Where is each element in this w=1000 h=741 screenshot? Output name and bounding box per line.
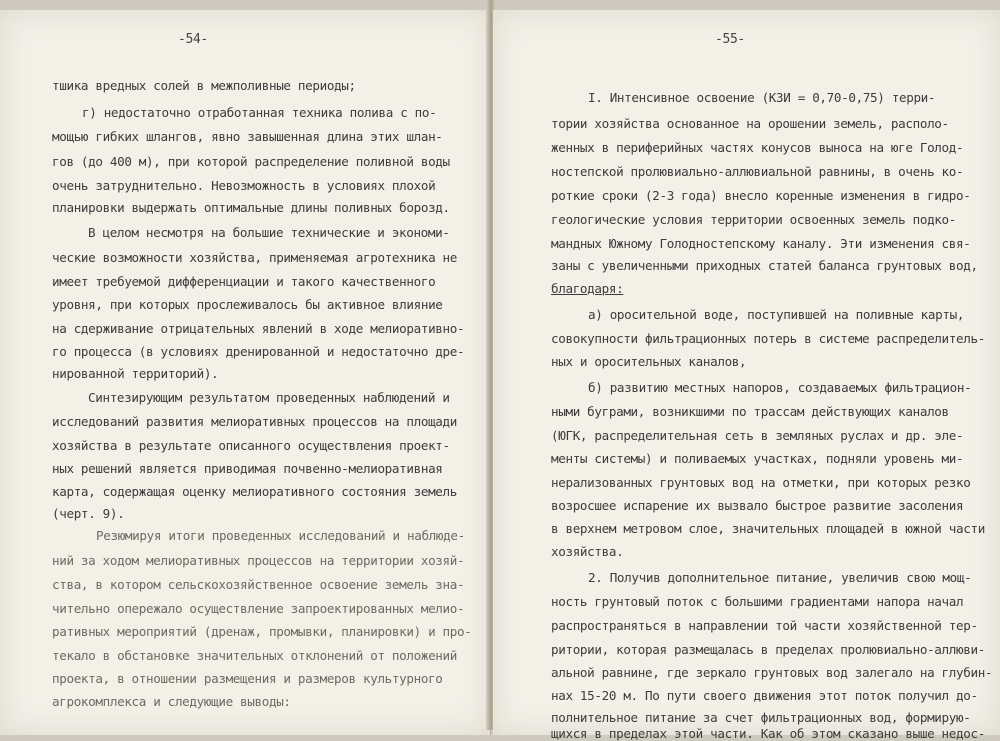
text-line: чительно опережало осуществление запроектированных мелио- [52,601,465,616]
text-line: полнительное питание за счет фильтрационных вод, формирую- [551,710,971,725]
text-line: уровня, при которых прослеживалось бы активное влияние [52,297,443,312]
text-line: мандных Южному Голодностепскому каналу. Эти изменения свя- [551,236,971,251]
text-line: ческие возможности хозяйства, применяемая агротехника не [52,250,457,265]
text-line: агрокомплекса и следующие выводы: [52,694,291,709]
text-line: (черт. 9). [52,506,125,521]
page-number: -54- [178,32,208,47]
text-line: I. Интенсивное освоение (КЗИ = 0,70-0,75) терри- [588,90,936,105]
text-line: роткие сроки (2-3 года) внесло коренные изменения в гидро- [551,188,971,203]
text-line: возросшее испарение их вызвало быстрое развитие засоления [551,498,964,513]
text-line: ность грунтовый поток с большими градиентами напора начал [551,594,964,609]
text-line: хозяйства в результате описанного осуществления проект- [52,438,450,453]
text-line: Синтезирующим результатом проведенных наблюдений и [88,390,450,405]
text-line: ных решений является приводимая почвенно-мелиоративная [52,461,443,476]
text-line: тории хозяйства основанное на орошении земель, располо- [551,116,949,131]
text-line: тшика вредных солей в межполивные периоды; [52,78,356,93]
text-line: карта, содержащая оценку мелиоративного состояния земель [52,484,457,499]
text-line: а) оросительной воде, поступившей на поливные карты, [588,307,965,322]
text-line: ративных мероприятий (дренаж, промывки, планировки) и про- [52,624,472,639]
left-page [0,10,491,735]
text-line: геологические условия территории освоенных земель подко- [551,212,956,227]
text-line: нерализованных грунтовых вод на отметки, при которых резко [551,475,971,490]
page-number: -55- [715,32,745,47]
text-line: г) недостаточно отработанная техника полива с по- [82,105,437,120]
text-line: В целом несмотря на большие технические и экономи- [88,225,450,240]
text-line: (ЮГК, распределительная сеть в земляных руслах и др. эле- [551,428,964,443]
text-line: ритории, которая размещалась в пределах пролювиально-аллюви- [551,642,985,657]
text-line: текало в обстановке значительных отклонений от положений [52,648,457,663]
text-line: нированной территорий). [52,366,219,381]
text-line: менты системы) и поливаемых участках, подняли уровень ми- [551,451,964,466]
text-line: ства, в котором сельскохозяйственное освоение земель зна- [52,577,465,592]
text-line: ных и оросительных каналов, [551,354,747,369]
text-line: распространяться в направлении той части хозяйственной тер- [551,618,978,633]
text-line: альной равнине, где зеркало грунтовых вод залегало на глубин- [551,665,993,680]
text-line: заны с увеличенными приходных статей баланса грунтовых вод, [551,258,978,273]
text-line: совокупности фильтрационных потерь в системе распределитель- [551,331,985,346]
text-line: в верхнем метровом слое, значительных площадей в южной части [551,521,985,536]
right-page [493,10,1000,741]
text-line: на сдерживание отрицательных явлений в ходе мелиоративно- [52,321,465,336]
text-line: очень затруднительно. Невозможность в условиях плохой [52,178,436,193]
text-line: проекта, в отношении размещения и размеров культурного [52,671,443,686]
text-line: Резюмируя итоги проведенных исследований и наблюде- [96,528,465,543]
text-line: 2. Получив дополнительное питание, увеличив свою мощ- [588,570,972,585]
text-line: щихся в пределах этой части. Как об этом сказано выше недос- [551,726,985,741]
text-line: мощью гибких шлангов, явно завышенная длина этих шлан- [52,129,443,144]
text-line: планировки выдержать оптимальные длины поливных борозд. [52,200,450,215]
text-line: ными буграми, возникшими по трассам действующих каналов [551,404,949,419]
text-line: нах 15-20 м. По пути своего движения этот поток получил до- [551,688,978,703]
text-line: гов (до 400 м), при которой распределение поливной воды [52,154,450,169]
text-line: б) развитию местных напоров, создаваемых фильтрацион- [588,380,972,395]
text-line: женных в периферийных частях конусов выноса на юге Голод- [551,140,964,155]
text-line: имеет требуемой дифференциации и такого качественного [52,274,436,289]
text-line: хозяйства. [551,544,624,559]
text-line: благодаря: [551,281,624,296]
text-line: ний за ходом мелиоративных процессов на территории хозяй- [52,553,465,568]
text-line: го процесса (в условиях дренированной и недостаточно дре- [52,344,465,359]
text-line: исследований развития мелиоративных процессов на площади [52,414,457,429]
text-line: ностепской пролювиально-аллювиальной равнины, в очень ко- [551,164,964,179]
